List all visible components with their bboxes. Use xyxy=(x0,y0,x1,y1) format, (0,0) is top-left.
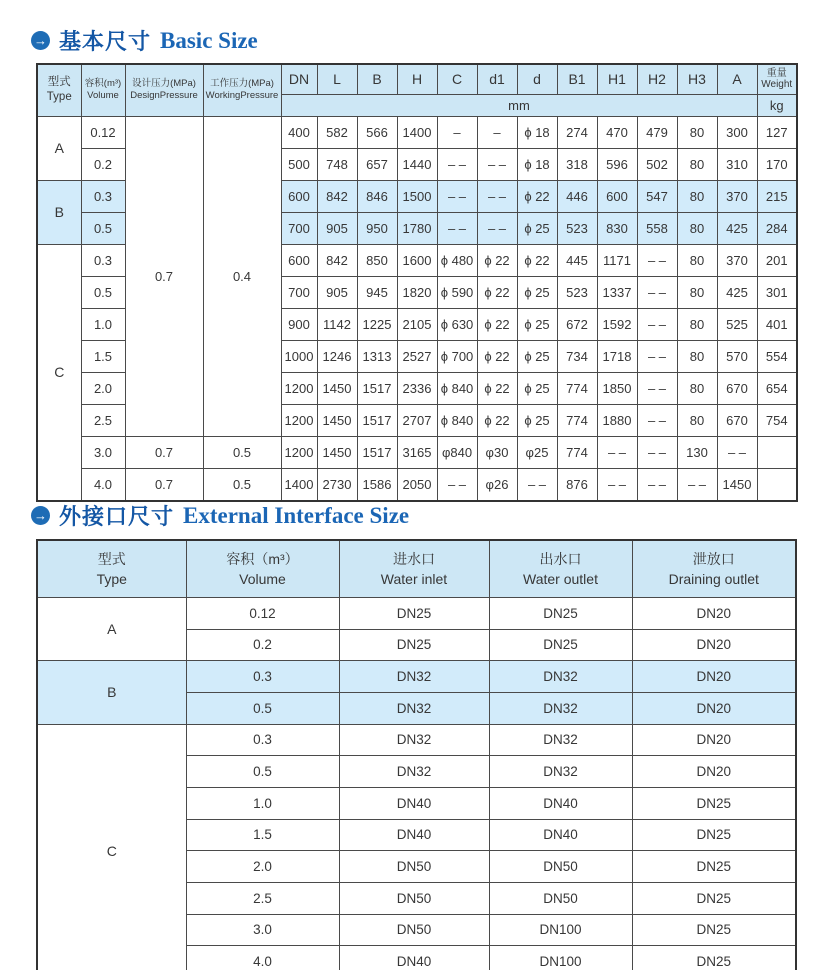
table-cell: – – xyxy=(437,148,477,180)
table-cell: 127 xyxy=(757,116,797,148)
table-cell: DN25 xyxy=(339,598,489,630)
table-cell: 1850 xyxy=(597,372,637,404)
table-cell: 734 xyxy=(557,340,597,372)
table-cell: 1142 xyxy=(317,308,357,340)
table-cell: DN32 xyxy=(489,692,632,724)
table-cell: ϕ 840 xyxy=(437,404,477,436)
table-cell: 1.5 xyxy=(81,340,125,372)
unit-mm-cell: mm xyxy=(281,94,757,116)
table-cell: 201 xyxy=(757,244,797,276)
table-cell: 596 xyxy=(597,148,637,180)
col-header-volume: 容积(m³) Volume xyxy=(81,64,125,116)
table-cell: – – xyxy=(637,436,677,468)
external-interface-title-en: External Interface Size xyxy=(183,502,410,528)
table-cell: – – xyxy=(437,212,477,244)
external-interface-title-zh: 外接口尺寸 xyxy=(59,504,175,529)
external-interface-table xyxy=(36,539,797,970)
table-cell: 370 xyxy=(717,244,757,276)
type-cell: C xyxy=(37,724,186,970)
table-cell: DN50 xyxy=(489,882,632,914)
table-cell: 0.3 xyxy=(81,180,125,212)
table-cell: 774 xyxy=(557,404,597,436)
table-cell: 80 xyxy=(677,340,717,372)
table-cell: 274 xyxy=(557,116,597,148)
col-header-b: B xyxy=(357,64,397,94)
table-cell: 876 xyxy=(557,468,597,501)
table-cell: 0.3 xyxy=(186,724,339,756)
table-cell: 1.0 xyxy=(186,787,339,819)
col-header-h3: H3 xyxy=(677,64,717,94)
col-header-d: d xyxy=(517,64,557,94)
table-cell: ϕ 700 xyxy=(437,340,477,372)
type-cell: A xyxy=(37,116,81,180)
table-cell: 850 xyxy=(357,244,397,276)
table-cell: φ26 xyxy=(477,468,517,501)
table-cell: 900 xyxy=(281,308,317,340)
table-cell: 2730 xyxy=(317,468,357,501)
type-cell: A xyxy=(37,598,186,661)
table-cell: DN40 xyxy=(339,946,489,970)
table-cell: DN50 xyxy=(339,851,489,883)
table-cell: 2.0 xyxy=(186,851,339,883)
col-header-water-inlet: 进水口 Water inlet xyxy=(339,540,489,598)
table-cell: 1517 xyxy=(357,404,397,436)
table-row xyxy=(37,661,796,693)
table-cell: 950 xyxy=(357,212,397,244)
basic-size-title-en: Basic Size xyxy=(160,27,258,53)
table-cell: 80 xyxy=(677,404,717,436)
table-cell: 1592 xyxy=(597,308,637,340)
table-cell: – – xyxy=(597,468,637,501)
table-cell: 4.0 xyxy=(186,946,339,970)
col-header-weight: 重量 Weight xyxy=(757,64,797,94)
table-cell: 3165 xyxy=(397,436,437,468)
section-title-external-interface xyxy=(31,500,409,531)
table-cell: DN32 xyxy=(339,724,489,756)
table-cell: 80 xyxy=(677,276,717,308)
basic-header-row xyxy=(37,64,797,94)
table-cell: 1600 xyxy=(397,244,437,276)
table-cell: 830 xyxy=(597,212,637,244)
table-cell: – – xyxy=(477,148,517,180)
table-cell: 1586 xyxy=(357,468,397,501)
table-cell: ϕ 25 xyxy=(517,404,557,436)
table-cell: 0.5 xyxy=(81,212,125,244)
table-cell: DN32 xyxy=(489,756,632,788)
table-cell: 554 xyxy=(757,340,797,372)
table-cell: DN25 xyxy=(632,819,796,851)
table-cell: 400 xyxy=(281,116,317,148)
table-cell: 1517 xyxy=(357,372,397,404)
table-cell: 1517 xyxy=(357,436,397,468)
table-cell: ϕ 22 xyxy=(517,244,557,276)
table-cell: ϕ 22 xyxy=(477,308,517,340)
table-cell: 700 xyxy=(281,212,317,244)
table-cell: 502 xyxy=(637,148,677,180)
table-cell: 1.0 xyxy=(81,308,125,340)
table-cell: 582 xyxy=(317,116,357,148)
table-cell: 657 xyxy=(357,148,397,180)
col-header-h: H xyxy=(397,64,437,94)
col-header-b1: B1 xyxy=(557,64,597,94)
table-cell: 2527 xyxy=(397,340,437,372)
table-cell: ϕ 22 xyxy=(477,404,517,436)
table-cell: DN40 xyxy=(339,819,489,851)
table-cell: 445 xyxy=(557,244,597,276)
table-cell: 2050 xyxy=(397,468,437,501)
table-cell: 0.7 xyxy=(125,468,203,501)
section-title-basic-size xyxy=(31,25,258,56)
table-cell: 842 xyxy=(317,180,357,212)
table-cell: DN20 xyxy=(632,629,796,661)
table-cell: 1200 xyxy=(281,404,317,436)
col-header-d1: d1 xyxy=(477,64,517,94)
table-cell: 600 xyxy=(597,180,637,212)
table-cell: ϕ 25 xyxy=(517,308,557,340)
table-cell: 80 xyxy=(677,244,717,276)
table-cell: ϕ 630 xyxy=(437,308,477,340)
table-cell: 846 xyxy=(357,180,397,212)
col-header-dn: DN xyxy=(281,64,317,94)
table-cell: 0.5 xyxy=(186,692,339,724)
table-cell: 3.0 xyxy=(186,914,339,946)
basic-size-title-zh: 基本尺寸 xyxy=(59,29,152,54)
table-cell: 0.5 xyxy=(203,436,281,468)
table-cell: ϕ 25 xyxy=(517,340,557,372)
table-cell: 774 xyxy=(557,436,597,468)
table-cell: 523 xyxy=(557,212,597,244)
table-cell: 80 xyxy=(677,308,717,340)
table-cell: 4.0 xyxy=(81,468,125,501)
table-cell: 0.7 xyxy=(125,436,203,468)
table-cell: 0.12 xyxy=(186,598,339,630)
table-cell: 370 xyxy=(717,180,757,212)
col-header-l: L xyxy=(317,64,357,94)
table-cell: 470 xyxy=(597,116,637,148)
table-cell xyxy=(757,436,797,468)
table-cell: 284 xyxy=(757,212,797,244)
table-cell: 1450 xyxy=(317,372,357,404)
table-cell: – xyxy=(437,116,477,148)
basic-size-table xyxy=(36,63,798,502)
col-header-c: C xyxy=(437,64,477,94)
table-cell: 479 xyxy=(637,116,677,148)
arrow-right-circle-icon: → xyxy=(31,31,50,50)
table-cell: 130 xyxy=(677,436,717,468)
table-cell: 1820 xyxy=(397,276,437,308)
table-cell: 1450 xyxy=(717,468,757,501)
table-cell: 80 xyxy=(677,180,717,212)
table-cell: – – xyxy=(437,180,477,212)
table-cell: 318 xyxy=(557,148,597,180)
table-cell: – – xyxy=(637,468,677,501)
table-cell: 1246 xyxy=(317,340,357,372)
table-cell: 401 xyxy=(757,308,797,340)
table-cell: 1313 xyxy=(357,340,397,372)
table-cell: 2336 xyxy=(397,372,437,404)
table-cell: 0.5 xyxy=(186,756,339,788)
table-cell: 310 xyxy=(717,148,757,180)
table-cell: DN25 xyxy=(632,851,796,883)
table-cell: 774 xyxy=(557,372,597,404)
col-header-type: 型式 Type xyxy=(37,64,81,116)
table-cell: DN25 xyxy=(339,629,489,661)
table-cell: 1880 xyxy=(597,404,637,436)
table-cell: 0.2 xyxy=(81,148,125,180)
table-cell: 700 xyxy=(281,276,317,308)
table-cell: – – xyxy=(637,308,677,340)
table-cell: ϕ 22 xyxy=(477,244,517,276)
table-cell: 0.3 xyxy=(186,661,339,693)
table-cell: 1450 xyxy=(317,436,357,468)
table-cell: DN50 xyxy=(489,851,632,883)
table-cell: – – xyxy=(437,468,477,501)
table-cell: 0.7 xyxy=(125,116,203,436)
table-cell: 558 xyxy=(637,212,677,244)
table-cell: DN32 xyxy=(339,661,489,693)
table-cell: ϕ 22 xyxy=(477,372,517,404)
table-cell: ϕ 480 xyxy=(437,244,477,276)
type-cell: B xyxy=(37,180,81,244)
table-cell: 446 xyxy=(557,180,597,212)
table-cell: 2.0 xyxy=(81,372,125,404)
table-cell: 80 xyxy=(677,148,717,180)
table-cell: – – xyxy=(477,212,517,244)
table-cell: 1450 xyxy=(317,404,357,436)
col-header-working-pressure: 工作压力(MPa) WorkingPressure xyxy=(203,64,281,116)
table-cell: DN40 xyxy=(339,787,489,819)
table-cell: 1400 xyxy=(397,116,437,148)
table-cell: 3.0 xyxy=(81,436,125,468)
table-cell: 80 xyxy=(677,212,717,244)
table-cell: 670 xyxy=(717,372,757,404)
table-cell: φ840 xyxy=(437,436,477,468)
table-cell: DN32 xyxy=(489,661,632,693)
arrow-right-circle-icon: → xyxy=(31,506,50,525)
col-header-draining-outlet: 泄放口 Draining outlet xyxy=(632,540,796,598)
table-cell: DN25 xyxy=(632,946,796,970)
table-row xyxy=(37,598,796,630)
table-cell: – – xyxy=(637,244,677,276)
table-cell: 2707 xyxy=(397,404,437,436)
table-cell: 945 xyxy=(357,276,397,308)
table-cell: DN40 xyxy=(489,819,632,851)
table-cell: 1337 xyxy=(597,276,637,308)
table-cell: 570 xyxy=(717,340,757,372)
table-cell: DN32 xyxy=(339,756,489,788)
table-cell: 1200 xyxy=(281,436,317,468)
table-cell: 1400 xyxy=(281,468,317,501)
table-cell: 1440 xyxy=(397,148,437,180)
table-cell: 1780 xyxy=(397,212,437,244)
table-cell: 1718 xyxy=(597,340,637,372)
table-cell: 425 xyxy=(717,276,757,308)
table-cell: 300 xyxy=(717,116,757,148)
table-cell: 170 xyxy=(757,148,797,180)
col-header-volume: 容积（m³） Volume xyxy=(186,540,339,598)
table-cell: DN25 xyxy=(632,914,796,946)
table-cell: ϕ 590 xyxy=(437,276,477,308)
table-cell: – – xyxy=(717,436,757,468)
table-cell: φ25 xyxy=(517,436,557,468)
col-header-design-pressure: 设计压力(MPa) DesignPressure xyxy=(125,64,203,116)
table-cell: DN100 xyxy=(489,914,632,946)
table-cell: 654 xyxy=(757,372,797,404)
table-cell: DN25 xyxy=(489,598,632,630)
table-cell: 0.12 xyxy=(81,116,125,148)
table-cell: 600 xyxy=(281,244,317,276)
table-cell: 1.5 xyxy=(186,819,339,851)
col-header-a: A xyxy=(717,64,757,94)
table-cell: 547 xyxy=(637,180,677,212)
table-cell: – – xyxy=(637,404,677,436)
table-cell: 301 xyxy=(757,276,797,308)
type-cell: C xyxy=(37,244,81,501)
type-cell: B xyxy=(37,661,186,724)
table-cell: ϕ 18 xyxy=(517,148,557,180)
table-cell: 1000 xyxy=(281,340,317,372)
table-cell: DN50 xyxy=(339,914,489,946)
table-cell: 754 xyxy=(757,404,797,436)
table-cell: ϕ 25 xyxy=(517,276,557,308)
table-cell: 80 xyxy=(677,116,717,148)
unit-kg-cell: kg xyxy=(757,94,797,116)
table-cell: ϕ 22 xyxy=(517,180,557,212)
table-cell: DN25 xyxy=(632,882,796,914)
table-cell: 0.4 xyxy=(203,116,281,436)
table-cell: – – xyxy=(677,468,717,501)
table-cell: DN20 xyxy=(632,692,796,724)
table-row xyxy=(37,724,796,756)
table-cell: 842 xyxy=(317,244,357,276)
table-cell: – – xyxy=(477,180,517,212)
table-cell: DN20 xyxy=(632,724,796,756)
table-cell: 748 xyxy=(317,148,357,180)
table-cell: DN32 xyxy=(489,724,632,756)
table-cell: 525 xyxy=(717,308,757,340)
table-cell: 425 xyxy=(717,212,757,244)
table-cell: DN25 xyxy=(489,629,632,661)
table-cell: 1171 xyxy=(597,244,637,276)
table-cell: DN20 xyxy=(632,756,796,788)
table-cell: φ30 xyxy=(477,436,517,468)
table-cell: 2105 xyxy=(397,308,437,340)
table-cell: 905 xyxy=(317,212,357,244)
table-cell: 2.5 xyxy=(81,404,125,436)
table-cell: 2.5 xyxy=(186,882,339,914)
table-cell: DN25 xyxy=(632,787,796,819)
table-cell: 0.3 xyxy=(81,244,125,276)
table-cell: ϕ 840 xyxy=(437,372,477,404)
table-cell: – – xyxy=(517,468,557,501)
col-header-h2: H2 xyxy=(637,64,677,94)
table-cell: 215 xyxy=(757,180,797,212)
table-row xyxy=(37,116,797,148)
table-cell: ϕ 22 xyxy=(477,340,517,372)
table-cell: – xyxy=(477,116,517,148)
col-header-h1: H1 xyxy=(597,64,637,94)
table-cell: ϕ 18 xyxy=(517,116,557,148)
table-cell: DN20 xyxy=(632,598,796,630)
table-cell: – – xyxy=(597,436,637,468)
table-cell: 672 xyxy=(557,308,597,340)
table-cell: 1200 xyxy=(281,372,317,404)
table-cell: ϕ 25 xyxy=(517,212,557,244)
table-cell: 905 xyxy=(317,276,357,308)
table-cell: DN100 xyxy=(489,946,632,970)
table-cell: 0.5 xyxy=(81,276,125,308)
table-cell: 80 xyxy=(677,372,717,404)
col-header-water-outlet: 出水口 Water outlet xyxy=(489,540,632,598)
table-cell: DN50 xyxy=(339,882,489,914)
table-cell: 1500 xyxy=(397,180,437,212)
table-row xyxy=(37,436,797,468)
table-cell: 523 xyxy=(557,276,597,308)
table-cell: 0.5 xyxy=(203,468,281,501)
table-cell: DN32 xyxy=(339,692,489,724)
table-cell: ϕ 22 xyxy=(477,276,517,308)
table-row xyxy=(37,468,797,501)
table-cell: – – xyxy=(637,276,677,308)
table-cell: 600 xyxy=(281,180,317,212)
table-cell xyxy=(757,468,797,501)
table-cell: ϕ 25 xyxy=(517,372,557,404)
table-cell: 1225 xyxy=(357,308,397,340)
table-cell: 670 xyxy=(717,404,757,436)
table-cell: – – xyxy=(637,340,677,372)
table-cell: 566 xyxy=(357,116,397,148)
table-cell: – – xyxy=(637,372,677,404)
table-cell: 0.2 xyxy=(186,629,339,661)
col-header-type: 型式 Type xyxy=(37,540,186,598)
external-header-row xyxy=(37,540,796,598)
table-cell: 500 xyxy=(281,148,317,180)
table-cell: DN40 xyxy=(489,787,632,819)
table-cell: DN20 xyxy=(632,661,796,693)
